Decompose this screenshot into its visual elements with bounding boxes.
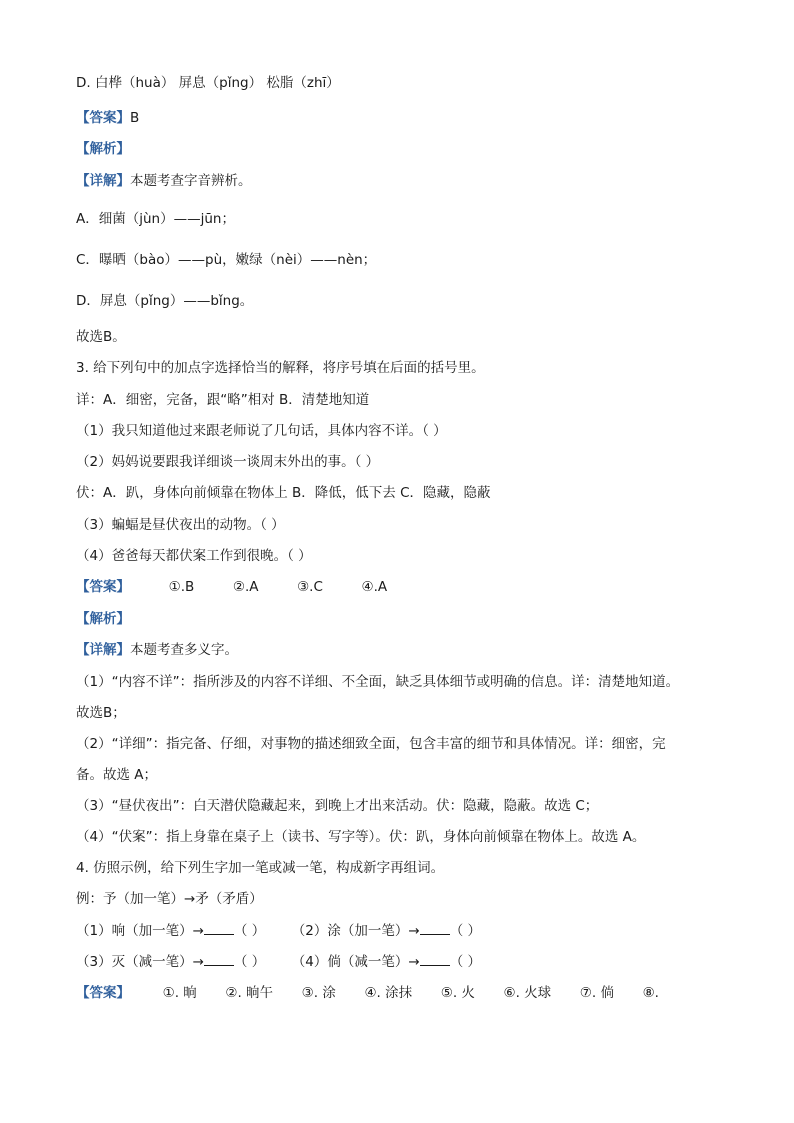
answer-blank: [204, 952, 234, 966]
analysis-tag: 【解析】: [76, 141, 130, 157]
q3-item-2: （2）妈妈说要跟我详细谈一谈周末外出的事。（ ）: [76, 454, 380, 470]
q4-item-3: （3）灭（减一笔）→: [76, 954, 204, 970]
q4-paren-4: （ ）: [449, 954, 481, 970]
explain-2-cont: 备。故选 A；: [76, 767, 158, 783]
answer-tag: 【答案】: [76, 110, 130, 126]
q4-item-1: （1）响（加一笔）→: [76, 923, 204, 939]
answer-line: [76, 109, 139, 127]
answer-item: ③. 涂: [301, 985, 336, 1001]
answer-item: ②.A: [232, 579, 259, 595]
q4-item-4: （4）倘（减一笔）→: [291, 954, 420, 970]
choose-line: 故选B。: [76, 329, 126, 345]
answer-blank: [420, 952, 450, 966]
fu-meanings: 伏：A．趴，身体向前倾靠在物体上 B．降低，低下去 C．隐藏，隐蔽: [76, 485, 491, 501]
explain-3-line: （3）“昼伏夜出”：白天潜伏隐藏起来，到晚上才出来活动。伏：隐藏，隐蔽。故选 C；: [76, 798, 599, 814]
explain-4-line: （4）“伏案”：指上身靠在桌子上（读书、写字等）。伏：趴，身体向前倾靠在物体上。故选 A。: [76, 829, 646, 845]
answer-item: ②. 晌午: [225, 985, 274, 1001]
analysis-tag-line: [76, 140, 130, 158]
q4-paren-1: （ ）: [233, 923, 266, 939]
answer-item: ⑤. 火: [440, 985, 475, 1001]
answer-item: ④.A: [361, 579, 388, 595]
q4-row-2: [76, 952, 481, 971]
detail-text: 本题考查字音辨析。: [130, 173, 252, 189]
option-d-line: D. 白桦（huà） 屏息（pǐng） 松脂（zhī）: [76, 75, 340, 91]
explain-a-line: A．细菌（jùn）——jūn；: [76, 211, 235, 227]
answer-item: ①. 晌: [162, 985, 197, 1001]
question-3-title: 3. 给下列句中的加点字选择恰当的解释，将序号填在后面的括号里。: [76, 360, 485, 376]
answer-item: ①.B: [168, 579, 195, 595]
detail-line-q3: [76, 641, 238, 659]
answer-line-q4: [76, 984, 659, 1002]
answer-value: B: [130, 110, 140, 126]
answer-item: ⑥. 火球: [503, 985, 552, 1001]
explain-1-line: （1）“内容不详”：指所涉及的内容不详细、不全面，缺乏具体细节或明确的信息。详：清楚地知道。: [76, 674, 680, 690]
detail-text: 本题考查多义字。: [130, 642, 238, 658]
q4-paren-3: （ ）: [233, 954, 266, 970]
q3-item-1: （1）我只知道他过来跟老师说了几句话，具体内容不详。（ ）: [76, 423, 447, 439]
answer-item: ⑧.: [642, 985, 659, 1001]
analysis-tag: 【解析】: [76, 611, 130, 627]
detail-tag: 【详解】: [76, 642, 130, 658]
q4-row-1: [76, 921, 481, 940]
q3-item-4: （4）爸爸每天都伏案工作到很晚。（ ）: [76, 548, 312, 564]
answer-tag: 【答案】: [76, 985, 130, 1001]
explain-1-cont: 故选B；: [76, 705, 126, 721]
explain-c-line: C．曝晒（bào）——pù，嫩绿（nèi）——nèn；: [76, 252, 377, 268]
answer-blank: [420, 921, 450, 935]
answer-item: ③.C: [297, 579, 323, 595]
explain-d-line: D．屏息（pǐng）——bǐng。: [76, 293, 254, 309]
q3-item-3: （3）蝙蝠是昼伏夜出的动物。（ ）: [76, 517, 285, 533]
analysis-tag-line-q3: [76, 610, 130, 628]
q4-paren-2: （ ）: [449, 923, 481, 939]
q4-example: 例：予（加一笔）→矛（矛盾）: [76, 891, 263, 907]
detail-line: [76, 172, 252, 190]
explain-2-line: （2）“详细”：指完备、仔细，对事物的描述细致全面，包含丰富的细节和具体情况。详：细密，完: [76, 736, 666, 752]
q4-item-2: （2）涂（加一笔）→: [291, 923, 420, 939]
question-4-title: 4. 仿照示例，给下列生字加一笔或减一笔，构成新字再组词。: [76, 860, 445, 876]
xiang-meanings: 详：A．细密，完备，跟“略”相对 B．清楚地知道: [76, 392, 370, 408]
answer-item: ⑦. 倘: [579, 985, 614, 1001]
answer-line-q3: [76, 578, 387, 596]
answer-item: ④. 涂抹: [364, 985, 413, 1001]
answer-blank: [204, 921, 234, 935]
detail-tag: 【详解】: [76, 173, 130, 189]
answer-tag: 【答案】: [76, 579, 130, 595]
